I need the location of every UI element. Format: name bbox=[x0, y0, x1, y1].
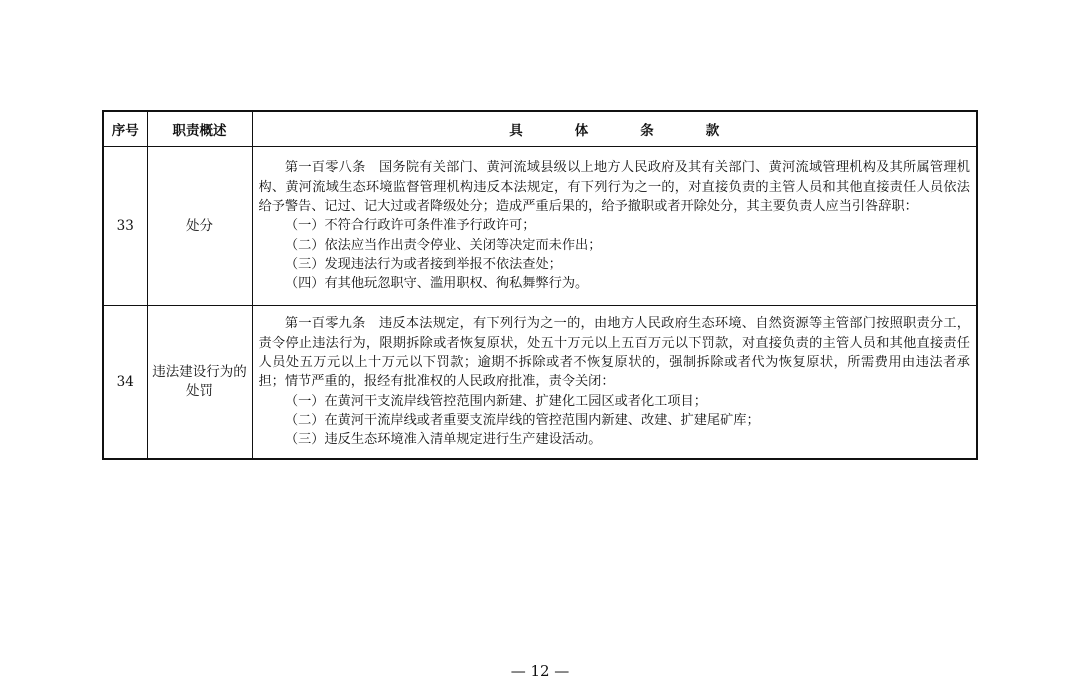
row-provision-text bbox=[252, 147, 977, 306]
header-duty-summary: 职责概述 bbox=[147, 111, 252, 147]
table-row bbox=[103, 147, 977, 306]
provision-item: （三）发现违法行为或者接到举报不依法查处； bbox=[284, 256, 562, 272]
provision-item: （二）在黄河干流岸线或者重要支流岸线的管控范围内新建、改建、扩建尾矿库； bbox=[284, 412, 760, 428]
provisions-table bbox=[102, 110, 978, 460]
provision-item: （四）有其他玩忽职守、滥用职权、徇私舞弊行为。 bbox=[284, 276, 589, 292]
row-provision-text bbox=[252, 306, 977, 460]
header-serial-number: 序号 bbox=[103, 111, 147, 147]
provision-paragraph: 第一百零八条 国务院有关部门、黄河流域县级以上地方人民政府及其有关部门、黄河流域管理机构及其所属管理机构、黄河流域生态环境监督管理机构违反本法规定，有下列行为之一的，对直接负责的主管人员和其他直接责任人员依法给予警告、记过、记大过或者降级处分；造成严重后果的，给予撤职或者开除处分，其主要负责人应当引咎辞职： bbox=[258, 160, 970, 215]
row-duty-summary: 处分 bbox=[147, 147, 252, 306]
provision-item: （一）不符合行政许可条件准予行政许可； bbox=[284, 218, 536, 234]
row-serial-number: 34 bbox=[103, 306, 147, 460]
provision-paragraph: 第一百零九条 违反本法规定，有下列行为之一的，由地方人民政府生态环境、自然资源等主管部门按照职责分工，责令停止违法行为，限期拆除或者恢复原状，处五十万元以上五百万元以下罚款，对直接负责的主管人员和其他直接责任人员处五万元以上十万元以下罚款；逾期不拆除或者不恢复原状的，强制拆除或者代为恢复原状，所需费用由违法者承担；情节严重的，报经有批准权的人民政府批准，责令关闭： bbox=[258, 316, 970, 390]
header-char: 具 bbox=[509, 123, 523, 139]
page-number: — 12 — bbox=[510, 662, 570, 680]
provision-item: （三）违反生态环境准入清单规定进行生产建设活动。 bbox=[284, 432, 602, 448]
header-char: 体 bbox=[574, 123, 589, 139]
table-header bbox=[103, 111, 977, 147]
header-char: 款 bbox=[705, 123, 720, 139]
row-serial-number: 33 bbox=[103, 147, 147, 306]
row-duty-summary: 违法建设行为的处罚 bbox=[147, 306, 252, 460]
header-specific-provisions bbox=[252, 111, 977, 147]
table-row bbox=[103, 306, 977, 460]
provision-item: （二）依法应当作出责令停业、关闭等决定而未作出； bbox=[284, 237, 602, 253]
header-char: 条 bbox=[640, 123, 654, 139]
provision-item: （一）在黄河干支流岸线管控范围内新建、扩建化工园区或者化工项目； bbox=[284, 393, 707, 409]
